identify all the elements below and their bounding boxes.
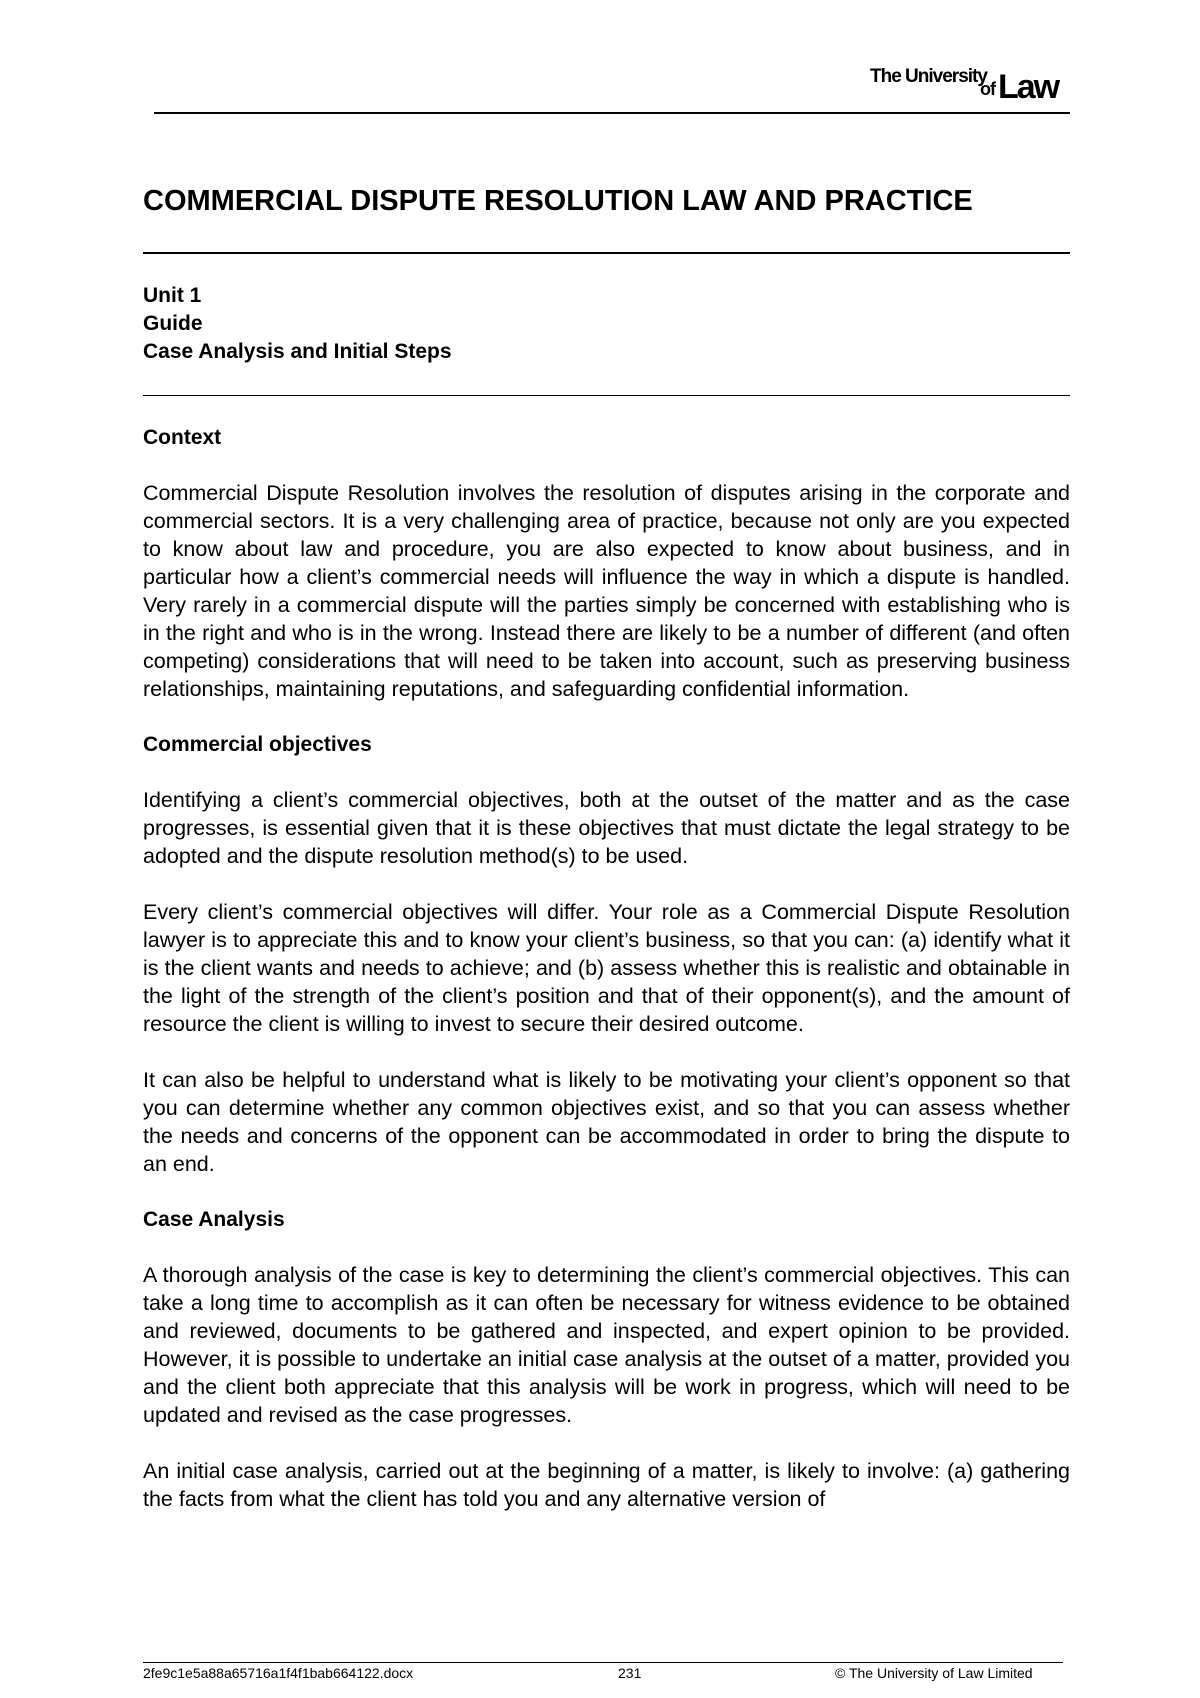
objectives-paragraph-1: Identifying a client’s commercial objectives, both at the outset of the matter and as the case progresses, is essential given that it is these objectives that must dictate the legal strategy to be adopted and the dispute resolution method(s) to be used.: [143, 788, 1070, 868]
section-heading-analysis: Case Analysis: [143, 1208, 285, 1231]
unit-divider: [143, 395, 1070, 396]
page-number: 231: [618, 1665, 642, 1681]
footer-divider: [143, 1662, 1063, 1663]
footer-copyright: © The University of Law Limited: [835, 1665, 1033, 1681]
unit-block: [143, 282, 1070, 366]
unit-number: Unit 1: [143, 284, 202, 307]
document-body: [143, 183, 1070, 1513]
analysis-paragraph-2: An initial case analysis, carried out at the beginning of a matter, is likely to involve: (a) gathering the facts from what the client has told you and any alternative version of: [143, 1459, 1070, 1511]
logo-line-3: Law: [998, 68, 1059, 106]
footer-filename: 2fe9c1e5a88a65716a1f4f1bab664122.docx: [143, 1665, 414, 1681]
unit-name: Case Analysis and Initial Steps: [143, 340, 452, 363]
logo-line-1: The University: [870, 66, 987, 87]
header-divider: [154, 112, 1070, 114]
objectives-paragraph-2: Every client’s commercial objectives will differ. Your role as a Commercial Dispute Resolution lawyer is to appreciate this and to know your client’s business, so that you can: (a) identify what it is the client wants and needs to achieve; and (b) assess whether this is realistic and obtainable in the light of the strength of the client’s position and that of their opponent(s), and the amount of resource the client is willing to invest to secure their desired outcome.: [143, 900, 1070, 1036]
unit-type: Guide: [143, 312, 203, 335]
context-paragraph: Commercial Dispute Resolution involves the resolution of disputes arising in the corporate and commercial sectors. It is a very challenging area of practice, because not only are you expected to know about law and procedure, you are also expected to know about business, and in particular how a client’s commercial needs will influence the way in which a dispute is handled. Very rarely in a commercial dispute will the parties simply be concerned with establishing who is in the right and who is in the wrong. Instead there are likely to be a number of different (and often competing) considerations that will need to be taken into account, such as preserving business relationships, maintaining reputations, and safeguarding confidential information.: [143, 481, 1070, 701]
objectives-paragraph-3: It can also be helpful to understand what is likely to be motivating your client’s opponent so that you can determine whether any common objectives exist, and so that you can assess whether the needs and concerns of the opponent can be accommodated in order to bring the dispute to an end.: [143, 1068, 1070, 1176]
section-heading-objectives: Commercial objectives: [143, 733, 372, 756]
section-heading-context: Context: [143, 426, 222, 449]
logo-line-2: of: [980, 79, 995, 99]
title-divider: [143, 252, 1070, 254]
document-title: COMMERCIAL DISPUTE RESOLUTION LAW AND PRACTICE: [143, 185, 973, 217]
analysis-paragraph-1: A thorough analysis of the case is key to determining the client’s commercial objectives. This can take a long time to accomplish as it can often be necessary for witness evidence to be obtained and reviewed, documents to be gathered and inspected, and expert opinion to be provided. However, it is possible to undertake an initial case analysis at the outset of a matter, provided you and the client both appreciate that this analysis will be work in progress, which will need to be updated and revised as the case progresses.: [143, 1263, 1070, 1427]
university-logo: [870, 66, 1070, 106]
